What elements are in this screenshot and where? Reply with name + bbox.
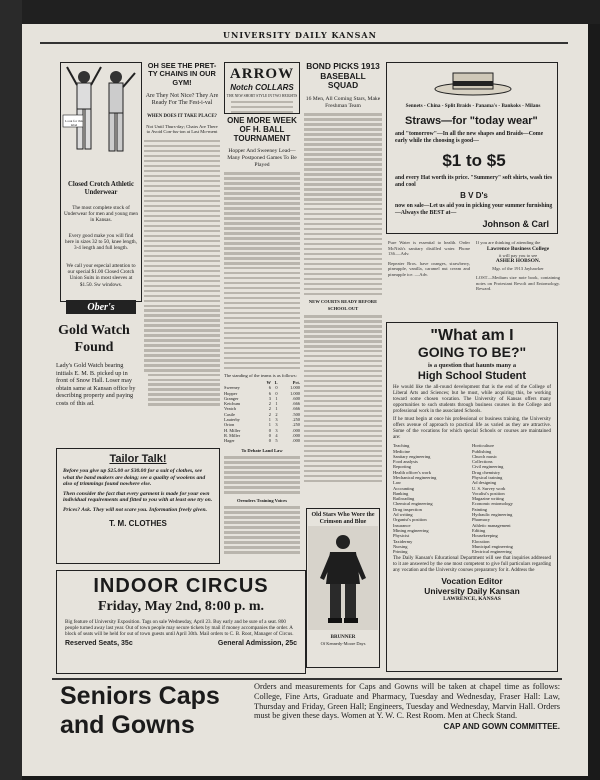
vocation-item-left: Physicist <box>393 533 410 539</box>
standings-cell: .000 <box>292 427 300 433</box>
tailor-body-3: Prices? Ask. They will not scare you. Information freely given. <box>63 506 207 513</box>
masthead: UNIVERSITY DAILY KANSAN <box>223 30 377 40</box>
vocation-item-left: Mining engineering <box>393 527 429 533</box>
straws-body-2: and every Hat worth its price. "Summery" soft shirts, wash ties and cool <box>395 175 553 188</box>
standings-cell: 4 <box>275 432 278 438</box>
underwear-body-1: The most complete stock of Underwear for men and young men in Kansas. <box>64 205 138 224</box>
business-college-body: it will pay you to see <box>498 252 538 258</box>
standings-cell: 6 <box>268 390 271 396</box>
caps-title-block <box>60 682 250 740</box>
orenders-body <box>224 506 300 553</box>
standings-header-cell: Pct. <box>292 379 300 385</box>
tournament-body <box>224 172 300 369</box>
straws-title: Straws—for "today wear" <box>405 115 538 127</box>
standings-cell: Lauterby <box>224 417 240 423</box>
vocation-editor-3: LAWRENCE, KANSAS <box>443 596 501 603</box>
vocation-item-left: Health officer's work <box>393 469 431 475</box>
vocation-item-right: Pharmacy <box>472 517 490 523</box>
vocation-item-left: Insurance <box>393 522 411 528</box>
vocation-body: He would like the all-round development that is the end of the College of Liberal Arts and Sciences; but he must, while acquiring this, be working toward some chosen vocation. The University of Kansas offers many opportunities to such students through business courses in the College and professional work in the associated Schools. <box>393 385 551 415</box>
standings-header-cell: L <box>274 379 278 385</box>
circus-date: Friday, May 2nd, 8:00 p. m. <box>97 599 265 614</box>
asher-hobson-sub: Mgr. of the 1913 Jayhawker <box>492 265 544 271</box>
vocation-item-right: Electrical engineering <box>472 549 512 555</box>
vocation-item-left: Printing <box>393 549 408 555</box>
straw-hat-icon <box>433 67 513 97</box>
indoor-circus-ad <box>56 570 306 674</box>
standings-cell: H. Miller <box>224 427 241 433</box>
vocation-item-right: Municipal engineering <box>472 543 513 549</box>
debate-body <box>224 456 300 493</box>
standings-row <box>224 438 300 443</box>
standings-cell: Hager <box>224 438 235 444</box>
vocation-subtitle-1: is a question that haunts many a <box>427 362 517 369</box>
baseball-article <box>304 62 382 485</box>
standings-cell: 3 <box>275 417 278 423</box>
masthead-rule <box>40 42 568 44</box>
tailor-body-2: Then consider the fact that every garment is made for your own individual requirements and fitted to you with at least one try on. <box>63 490 213 504</box>
player-caption-sub: Of Kennedy-Moore Days <box>320 641 366 647</box>
courts-body <box>304 315 382 482</box>
lost-ad: LOST—Medium size note book, containing notes on Protestant Revolt and Entomology. Reward. <box>476 275 560 292</box>
gym-subhead-1: Are They Not Nice? They Are Ready For The Fest-i-val <box>145 93 219 107</box>
underwear-ad <box>60 62 142 302</box>
baseball-subhead: 16 Men, All Coming Stars, Make Freshman Team <box>305 95 381 109</box>
vocation-item-left: Banking <box>393 490 409 496</box>
vocation-item-left: Nursing <box>393 543 408 549</box>
vocation-item-right: Painting <box>472 506 488 512</box>
gym-subhead-2: WHEN DOES IT TAKE PLACE? <box>147 113 217 119</box>
arrow-fine-print <box>225 101 299 113</box>
gym-subhead-3: Not Until Thurs-day; Chairs Are There to Avoid Con-fus-ion at Last Mo-ment <box>146 123 218 135</box>
vocation-list <box>393 443 551 554</box>
tailor-signature: T. M. CLOTHES <box>109 518 167 528</box>
standings-cell: 1 <box>275 406 278 412</box>
small-ads-left <box>388 240 470 278</box>
standings-cell: 1.000 <box>290 390 300 396</box>
standings-cell: 0 <box>268 427 271 433</box>
underwear-body-3: We call your especial attention to our special $1.00 Closed Crotch Union Suits in most sleeves at $1.50. Sw windows. <box>66 263 136 288</box>
standings-cell: 1 <box>275 401 278 407</box>
gold-watch-title: Gold Watch Found <box>58 323 130 355</box>
standings-cell: 2 <box>268 411 271 417</box>
baseball-body <box>304 113 382 295</box>
vocation-item-left: Sanitary engineering <box>393 453 431 459</box>
standings-cell: .500 <box>292 411 300 417</box>
debate-subhead: To Debate Land Law <box>241 447 283 453</box>
straws-body-3: now on sale—Let us aid you in picking your summer furnishing—Always the BEST at— <box>395 203 553 216</box>
tournament-article <box>224 116 300 556</box>
straws-ad <box>386 62 558 234</box>
vocation-item-left: Law <box>393 480 401 486</box>
gym-headline: OH SEE THE PRET-TY CHAINS IN OUR GYM! <box>147 61 217 87</box>
standings-cell: 5 <box>275 438 278 444</box>
vocation-title-1: "What am I <box>430 327 514 344</box>
vocation-item-right: Hydraulic engineering <box>472 512 513 518</box>
vocation-item-left: Organist's position <box>393 517 427 523</box>
standings-cell: 0 <box>275 385 278 391</box>
arrow-sub: Notch COLLARS <box>230 83 294 92</box>
straws-price: $1 to $5 <box>442 151 506 170</box>
standings-table <box>224 380 300 444</box>
tailor-body-1: Before you give up $25.00 or $30.00 for a suit of clothes, see what the band makers are doing; see a quality of woolens and also of trimmings found nowhere else. <box>63 468 206 488</box>
label-caption: Look for this label <box>65 119 83 127</box>
vocation-item-right: Housekeeping <box>472 533 498 539</box>
business-college-title: Lawrence Business College <box>486 245 550 252</box>
vocation-item-right: Church music <box>472 453 498 459</box>
standings-cell: 0 <box>275 390 278 396</box>
straws-header: Sennets - China - Split Braids - Panama's - Bankoks - Milans <box>405 103 541 109</box>
circus-body: Big feature of University Exposition. Tags on sale Wednesday, April 23. Buy early and be sure of a seat. 800 people turned away last year. Out of town people may secure tickets by mail if money accompanies the order. A block of seats will be held for out of town guests until April 30th. Mail orders to C. B. Root, Manager of Circus. <box>65 619 294 638</box>
standings-cell: R. Miller <box>224 432 241 438</box>
page-edge-left <box>0 0 22 780</box>
vocation-item-right: Athletic management <box>472 522 511 528</box>
small-ads-right <box>476 240 560 292</box>
standings-header-cell: W <box>266 379 271 385</box>
vocation-item-left: Medicine <box>393 448 410 454</box>
vocation-item-left: Teaching <box>393 443 410 449</box>
standings-cell: .250 <box>292 422 300 428</box>
standings-cell: Castle <box>224 411 235 417</box>
standings-cell: Ketchum <box>224 401 241 407</box>
underwear-title: Closed Crotch Athletic Underwear <box>68 181 134 196</box>
standings-cell: Hopper <box>224 390 238 396</box>
circus-title: INDOOR CIRCUS <box>93 575 269 597</box>
standings-cell: 2 <box>268 406 271 412</box>
vocation-item-right: Magazine writing <box>472 496 504 502</box>
arrow-collars-ad <box>224 62 300 114</box>
vocation-item-right: Collections <box>472 459 493 465</box>
vocation-item-left: Chemical engineering <box>393 501 433 507</box>
vocation-item-right: Vocalist's position <box>472 490 505 496</box>
asher-hobson: ASHER HOBSON. <box>495 258 541 265</box>
vocation-item-right: U. S. Survey work <box>472 485 506 491</box>
gym-body-continued <box>148 346 220 408</box>
business-college-intro: If you are thinking of attending the <box>476 240 541 245</box>
tournament-headline: ONE MORE WEEK OF H. BALL TOURNAMENT <box>227 116 297 143</box>
vocation-item-left: Drug inspection <box>393 506 422 512</box>
page-edge-top <box>22 0 600 24</box>
standings-cell: 3 <box>275 427 278 433</box>
ice-cream-ad: Repeater Bros. have oranges, strawberry, pineapple, vanilla, caramel nut cream and pineapple ice. —Adv. <box>388 260 470 277</box>
vocation-editor-2: University Daily Kansan <box>424 586 520 597</box>
caps-body: Orders and measurements for Caps and Gowns will be taken at chapel time as follows: College, Fine Arts, Graduate and Pharmacy, Tuesday and Wednesday, Fraser Hall: Law, Thursday and Friday, Green Hall; Engineers, Tuesday and Wednesday, Marvin Hall. Orders must be given these days. Women at Y. W. C. Rest Room. Men at Check Stand. <box>254 682 560 721</box>
standings-cell: Sweeney <box>224 385 240 391</box>
circus-prices <box>65 640 297 647</box>
vocation-item-left: Taxidermy <box>393 538 413 544</box>
standings-cell: 1 <box>268 417 271 423</box>
vocation-item-left: Accounting <box>393 485 414 491</box>
obers-logo: Ober's <box>66 300 136 314</box>
standings-cell: .600 <box>292 395 300 401</box>
water-ad: Pure Water is essential to health. Order McNish's sanitary distilled water. Phone 136.—Adv. <box>388 240 470 257</box>
standings-cell: 3 <box>275 422 278 428</box>
vocation-item-left: Food analysis <box>393 459 418 465</box>
vocation-title-2: GOING TO BE?" <box>417 344 527 360</box>
standings-cell: .000 <box>292 432 300 438</box>
standings-cell: 6 <box>268 385 271 391</box>
vocation-item-right: Economic entomology <box>472 501 513 507</box>
caps-committee: CAP AND GOWN COMMITTEE. <box>443 722 560 732</box>
player-caption: BRUNNER <box>330 635 356 640</box>
standings-cell: 3 <box>268 395 271 401</box>
vocation-body-3: The Daily Kansan's Educational Department will see that inquiries addressed to it are answered by the one most competent to give full particulars regarding any vocation and the University courses preparatory for it. Address the <box>393 556 551 574</box>
baseball-headline: BOND PICKS 1913 BASEBALL SQUAD <box>306 61 380 91</box>
vocation-item-left: Ad writing <box>393 512 413 518</box>
old-stars-feature <box>306 508 380 668</box>
tournament-subhead: Hopper And Sweeney Lead—Many Postponed Games To Be Played <box>227 148 297 168</box>
standings-cell: .666 <box>292 401 300 407</box>
vocation-list-left <box>393 443 472 554</box>
orenders-subhead: Orenders Training Voices <box>236 497 288 503</box>
arrow-fine: THE NEW SHORT STYLE IN TWO HEIGHTS <box>226 94 298 98</box>
vocation-item-right: Publishing <box>472 448 492 454</box>
standings-cell: 0 <box>268 438 271 444</box>
caps-title-1: Seniors Caps <box>60 682 220 710</box>
circus-reserved-price: Reserved Seats, 35c <box>65 640 133 648</box>
standings-cell: 2 <box>268 401 271 407</box>
standings-cell: Veatch <box>224 406 236 412</box>
straws-bvd: B V D's <box>460 191 488 200</box>
courts-subhead: NEW COURTS READY BEFORE SCHOOL OUT <box>308 299 378 312</box>
standings-cell: 2 <box>275 411 278 417</box>
standings-cell: Orton <box>224 422 235 428</box>
tailor-talk-ad <box>56 448 220 564</box>
standings-cell: .666 <box>292 406 300 412</box>
standings-cell: Granger <box>224 395 239 401</box>
caps-title-2: and Gowns <box>60 711 195 739</box>
vocation-list-right <box>472 443 551 554</box>
standings-intro: The standing of the teams is as follows: <box>224 372 297 378</box>
caps-body-block <box>254 682 560 731</box>
gold-watch-body: Lady's Gold Watch bearing initials E. M. B. picked up in front of Snow Hall. Loser may obtain same at Kansan office by describing property and paying costs of this ad. <box>56 362 136 407</box>
vocation-subtitle-2: High School Student <box>417 370 527 383</box>
arrow-brand: ARROW <box>229 66 295 82</box>
vocation-item-right: Elocution <box>472 538 490 544</box>
vocation-body-2: If he must begin at once his professional or business training, the University offers avenue of approach to practical life as varied as they are attractive. Some of the vocations for which special Schools or courses are maintained are: <box>393 417 551 441</box>
player-photo <box>308 526 378 630</box>
vocation-item-right: Drug chemistry <box>472 469 501 475</box>
tailor-title: Tailor Talk! <box>109 453 167 465</box>
vocation-item-right: Ad designing <box>472 480 497 486</box>
vocation-item-right: Horticulture <box>472 443 494 449</box>
standings-cell: 1 <box>275 395 278 401</box>
circus-general-price: General Admission, 25c <box>217 640 297 648</box>
old-stars-title: Old Stars Who Wore the Crimson and Blue <box>311 512 375 525</box>
vocation-item-left: Railroading <box>393 496 415 502</box>
vocation-ad <box>386 322 558 672</box>
straws-store: Johnson & Carl <box>482 219 549 229</box>
standings-cell: .000 <box>292 438 300 444</box>
straws-body: and "tomorrow"—In all the new shapes and Braids—Come early while the choosing is good— <box>395 131 544 144</box>
vocation-editor-1: Vocation Editor <box>441 576 503 587</box>
vocation-item-left: Mechanical engineering <box>393 474 437 480</box>
vocation-item-right: Physical training <box>472 474 503 480</box>
standings-cell: .250 <box>292 417 300 423</box>
standings-cell: 1.000 <box>290 385 300 391</box>
vocation-item-left: Reporting <box>393 464 411 470</box>
standings-cell: 1 <box>268 422 271 428</box>
standings-cell: 0 <box>268 432 271 438</box>
bottom-rule <box>52 678 562 680</box>
underwear-body-2: Every good make you will find here in sizes 32 to 50, knee length, 3-4 length and full length. <box>65 233 137 252</box>
vocation-item-right: Civil engineering <box>472 464 504 470</box>
vocation-item-right: Editing <box>472 527 486 533</box>
